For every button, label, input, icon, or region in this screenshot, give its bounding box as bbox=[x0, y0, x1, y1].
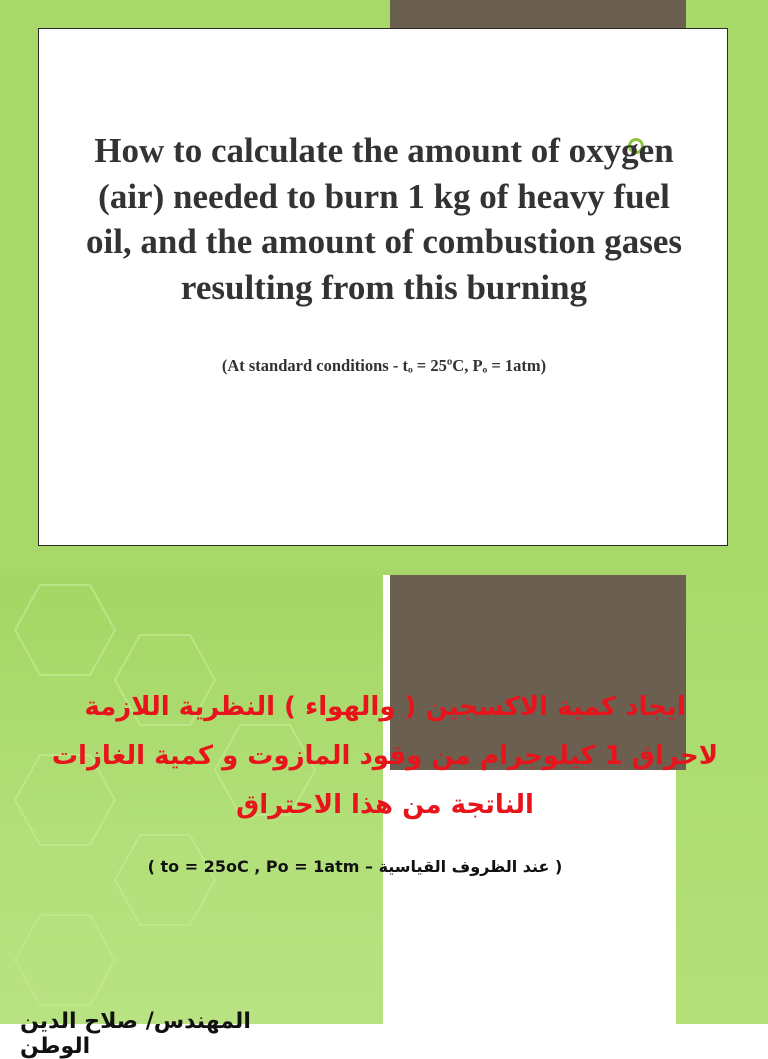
slide-2-title-arabic: ايجاد كمية الاكسجين ( والهواء ) النظرية اللازمة لاحراق 1 كيلوجرام من وقود المازوت و كمية الغازات الناتجة من هذا الاحتراق bbox=[51, 692, 719, 820]
slide-1-subtitle: (At standard conditions - tₒ = 25ºC, Pₒ = 1atm) bbox=[221, 356, 547, 375]
author-name: المهندس/ صلاح الدين الوطن bbox=[20, 1009, 251, 1059]
slide-2 bbox=[0, 575, 768, 1059]
slide-2-subtitle: ( to = 25oC , Po = 1atm – عند الظروف القياسية ) bbox=[147, 857, 563, 876]
slide-1-title: How to calculate the amount of oxygen (air) needed to burn 1 kg of heavy fuel oil, and the amount of combustion gases resulting from this burning bbox=[85, 131, 683, 307]
